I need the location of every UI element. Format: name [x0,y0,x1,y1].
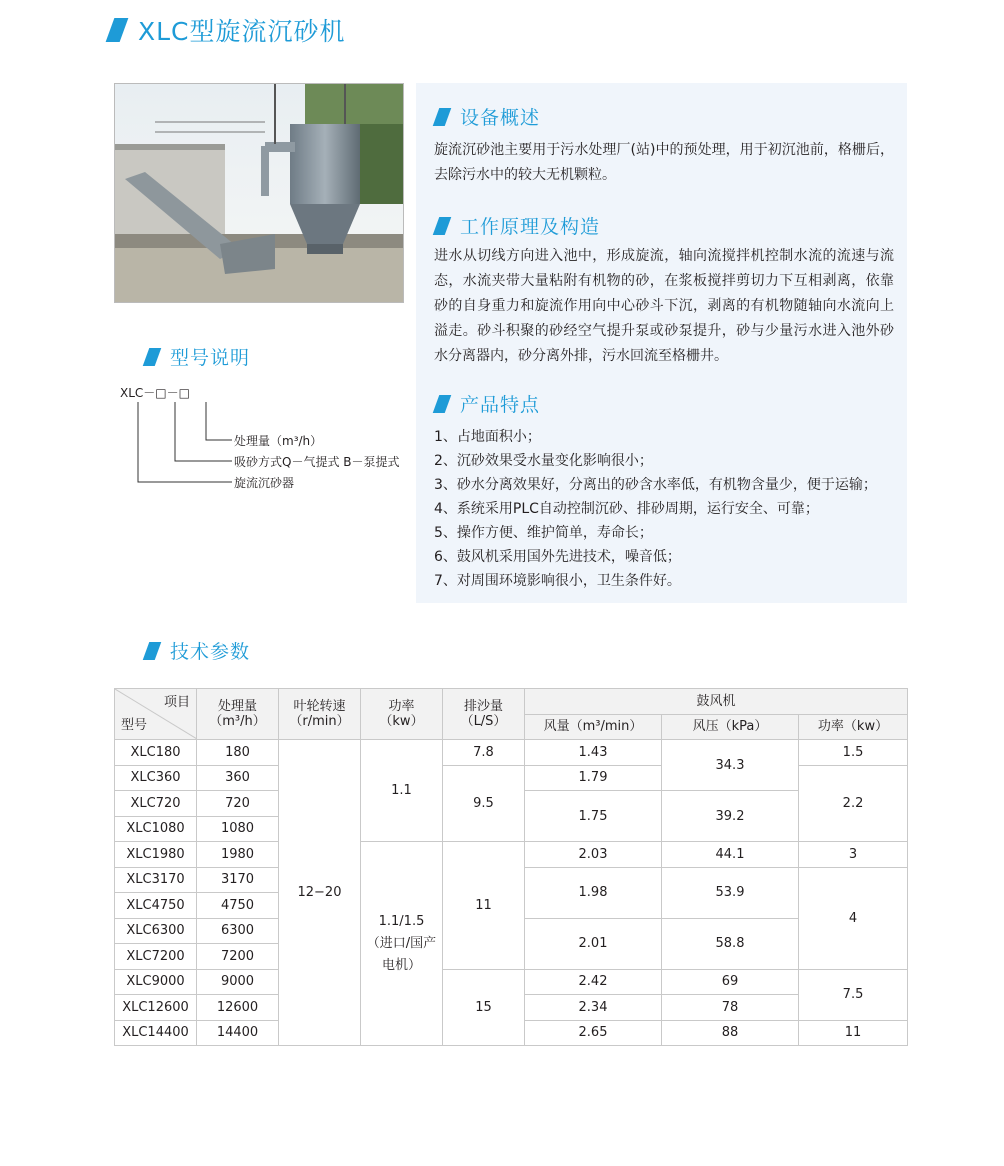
flow-cell: 1980 [197,842,279,868]
overview-heading: 设备概述 [436,103,540,130]
model-line-type: 旋流沉砂器 [234,476,295,490]
flow-cell: 7200 [197,944,279,970]
model-cell: XLC6300 [115,918,197,944]
bpower-cell: 1.5 [799,740,908,766]
header-blower-power: 功率（kw） [799,714,908,740]
model-line-flow: 处理量（m³/h） [234,434,323,448]
header-sand: 排沙量 （L/S） [443,689,525,740]
spec-table [114,688,908,1046]
sand-cell: 15 [443,969,525,1046]
press-cell: 58.8 [662,918,799,969]
features-slash-icon [433,395,452,413]
bpower-cell: 7.5 [799,969,908,1020]
title-slash-icon [106,18,129,42]
flow-cell: 720 [197,791,279,817]
bpower-cell: 4 [799,867,908,969]
header-air-volume: 风量（m³/min） [525,714,662,740]
sand-cell: 11 [443,842,525,970]
press-cell: 39.2 [662,791,799,842]
flow-cell: 3170 [197,867,279,893]
feature-item: 6、鼓风机采用国外先进技术，噪音低； [434,549,681,565]
flow-cell: 1080 [197,816,279,842]
model-cell: XLC3170 [115,867,197,893]
table-row [115,740,908,766]
specs-heading: 技术参数 [146,637,250,664]
flow-cell: 4750 [197,893,279,919]
table-row [115,969,908,995]
model-heading: 型号说明 [146,343,250,370]
model-code: XLC－□－□ [120,386,190,400]
model-cell: XLC9000 [115,969,197,995]
air-cell: 1.98 [525,867,662,918]
header-flow: 处理量 （m³/h） [197,689,279,740]
power-cell: 1.1 [361,740,443,842]
air-cell: 1.79 [525,765,662,791]
model-cell: XLC1980 [115,842,197,868]
principle-heading: 工作原理及构造 [436,212,600,239]
model-slash-icon [143,348,162,366]
flow-cell: 6300 [197,918,279,944]
equipment-photo [114,83,404,303]
model-cell: XLC180 [115,740,197,766]
flow-cell: 14400 [197,1020,279,1046]
sand-cell: 7.8 [443,740,525,766]
bpower-cell: 3 [799,842,908,868]
features-heading: 产品特点 [436,390,540,417]
air-cell: 1.75 [525,791,662,842]
page-title [110,12,346,48]
air-cell: 2.03 [525,842,662,868]
sand-cell: 9.5 [443,765,525,842]
model-cell: XLC1080 [115,816,197,842]
table-row [115,842,908,868]
press-cell: 44.1 [662,842,799,868]
press-cell: 34.3 [662,740,799,791]
model-line-suction: 吸砂方式Q－气提式 B－泵提式 [234,455,400,469]
feature-item: 7、对周围环境影响很小，卫生条件好。 [434,573,681,589]
flow-cell: 360 [197,765,279,791]
overview-slash-icon [433,108,452,126]
table-corner-cell [115,689,197,740]
header-blower: 鼓风机 [525,689,908,715]
model-cell: XLC12600 [115,995,197,1021]
flow-cell: 180 [197,740,279,766]
feature-item: 4、系统采用PLC自动控制沉砂、排砂周期，运行安全、可靠； [434,501,819,517]
bpower-cell: 2.2 [799,765,908,842]
model-cell: XLC720 [115,791,197,817]
bpower-cell: 11 [799,1020,908,1046]
press-cell: 69 [662,969,799,995]
principle-slash-icon [433,217,452,235]
feature-item: 1、占地面积小； [434,429,541,445]
model-cell: XLC14400 [115,1020,197,1046]
air-cell: 1.43 [525,740,662,766]
press-cell: 53.9 [662,867,799,918]
power-cell: 1.1/1.5 （进口/国产 电机） [361,842,443,1046]
header-power: 功率 （kw） [361,689,443,740]
model-cell: XLC4750 [115,893,197,919]
specs-slash-icon [143,642,162,660]
corner-top-label: 项目 [163,695,190,710]
speed-cell: 12−20 [279,740,361,1046]
page-title-text: XLC型旋流沉砂机 [138,17,346,46]
feature-item: 2、沉砂效果受水量变化影响很小； [434,453,653,469]
feature-item: 3、砂水分离效果好，分离出的砂含水率低，有机物含量少，便于运输； [434,477,877,493]
air-cell: 2.34 [525,995,662,1021]
air-cell: 2.01 [525,918,662,969]
flow-cell: 12600 [197,995,279,1021]
model-diagram [120,380,420,500]
header-speed: 叶轮转速 （r/min） [279,689,361,740]
overview-text: 旋流沉砂池主要用于污水处理厂(站)中的预处理，用于初沉池前，格栅后，去除污水中的较大无机颗粒。 [434,142,894,183]
model-cell: XLC7200 [115,944,197,970]
model-cell: XLC360 [115,765,197,791]
principle-text: 进水从切线方向进入池中，形成旋流，轴向流搅拌机控制水流的流速与流态，水流夹带大量粘附有机物的砂，在浆板搅拌剪切力下互相剥离，依靠砂的自身重力和旋流作用向中心砂斗下沉，剥离的有机物随轴向水流向上溢走。砂斗积聚的砂经空气提升泵或砂泵提升，砂与少量污水进入池外砂水分离器内，砂分离外排，污水回流至格栅井。 [434,248,894,364]
air-cell: 2.65 [525,1020,662,1046]
press-cell: 78 [662,995,799,1021]
air-cell: 2.42 [525,969,662,995]
corner-bottom-label: 型号 [121,718,148,733]
feature-item: 5、操作方便、维护简单，寿命长； [434,525,653,541]
header-air-pressure: 风压（kPa） [662,714,799,740]
flow-cell: 9000 [197,969,279,995]
press-cell: 88 [662,1020,799,1046]
